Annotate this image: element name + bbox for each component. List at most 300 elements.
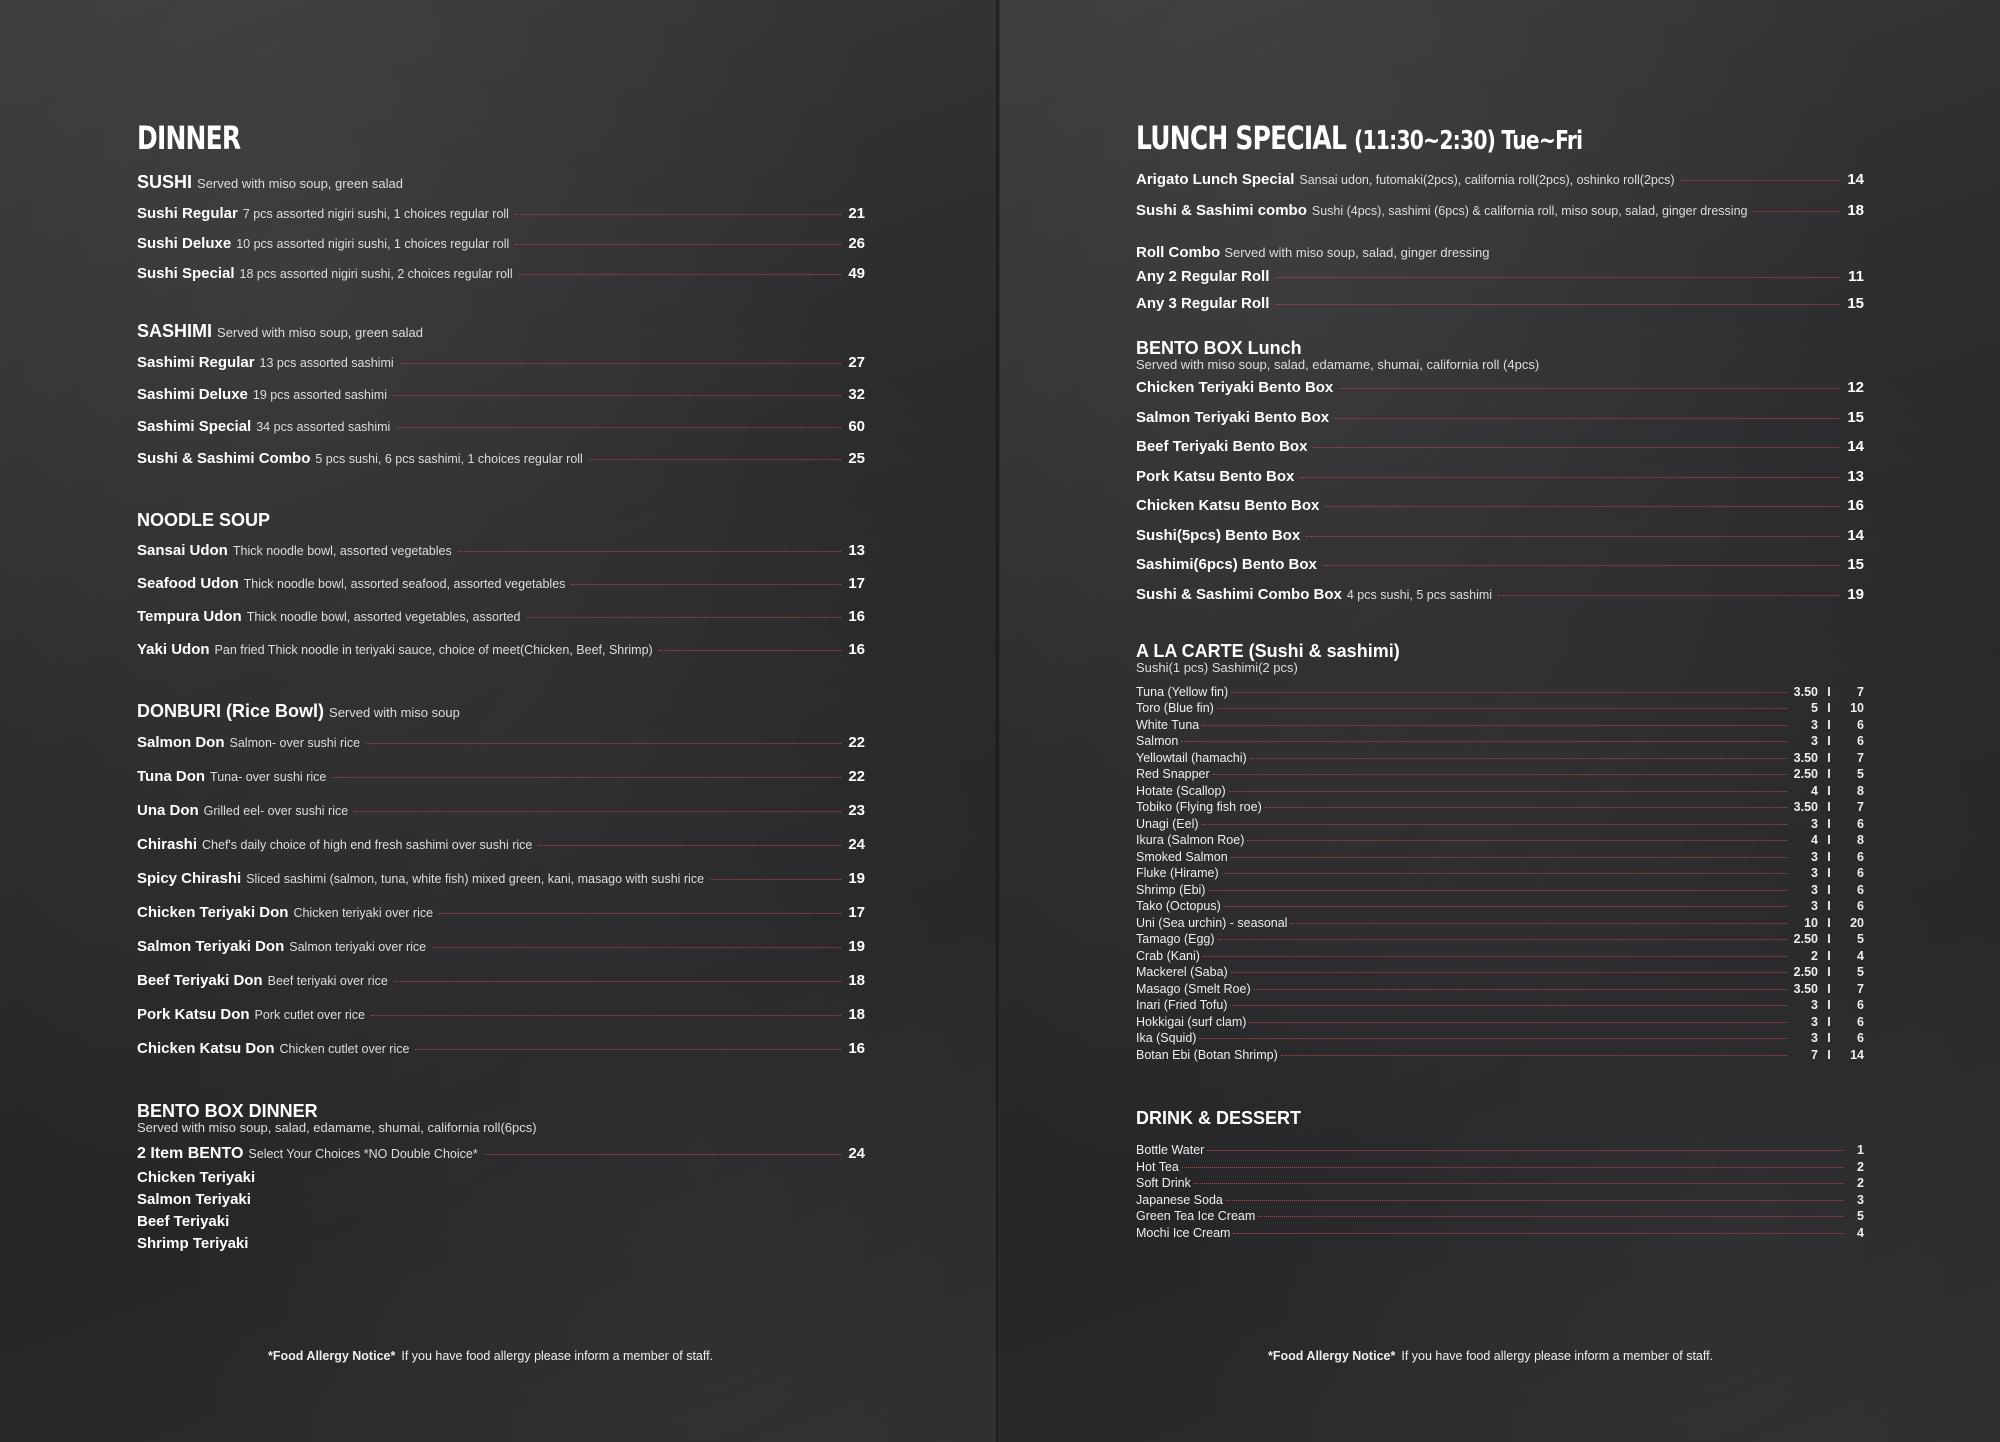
alacarte-sushi-price: 4 [1811, 833, 1818, 847]
menu-item-price: 23 [848, 802, 865, 819]
menu-item [1136, 295, 1864, 315]
bento-dinner-item [137, 1145, 865, 1165]
menu-item-desc: Select Your Choices *NO Double Choice* [248, 1147, 478, 1161]
alacarte-item [1136, 916, 1864, 933]
drink-item-price: 2 [1857, 1176, 1864, 1190]
leader-dots [1202, 824, 1787, 825]
bento-dinner-heading [137, 1102, 865, 1120]
menu-item-name: Sushi Special [137, 265, 235, 282]
price-separator: I [1827, 701, 1831, 715]
allergy-notice [268, 1349, 713, 1363]
menu-item-name: Seafood Udon [137, 575, 239, 592]
drink-item-name: Soft Drink [1136, 1176, 1191, 1190]
price-separator: I [1827, 717, 1831, 732]
menu-item-price: 27 [848, 354, 865, 371]
alacarte-item-name: Masago (Smelt Roe) [1136, 981, 1251, 996]
menu-item-name: Spicy Chirashi [137, 870, 242, 887]
menu-item [137, 450, 865, 470]
alacarte-item-name: Hokkigai (surf clam) [1136, 1014, 1247, 1029]
leader-dots [1265, 807, 1787, 808]
alacarte-sashimi-price: 8 [1857, 783, 1864, 798]
alacarte-item [1136, 998, 1864, 1015]
bento-choice: Beef Teriyaki [137, 1213, 230, 1230]
bento-dinner-heading-label: BENTO BOX DINNER [137, 1101, 318, 1121]
menu-item-price: 24 [848, 836, 865, 853]
menu-item-price: 18 [848, 1006, 865, 1023]
bento-choice: Salmon Teriyaki [137, 1191, 251, 1208]
alacarte-heading [1136, 642, 1864, 660]
alacarte-sashimi-price: 6 [1857, 1014, 1864, 1029]
menu-item-name: Chicken Katsu Bento Box [1136, 497, 1320, 514]
menu-item-name: Arigato Lunch Special [1136, 171, 1295, 188]
menu-item [137, 734, 865, 754]
alacarte-sushi-price: 10 [1804, 915, 1818, 930]
alacarte-item-name: Uni (Sea urchin) - seasonal [1136, 915, 1288, 930]
menu-item [1136, 468, 1864, 488]
leader-dots [366, 743, 841, 744]
leader-dots [1230, 1005, 1787, 1006]
menu-item-name: Sashimi Regular [137, 354, 255, 371]
menu-item [1136, 202, 1864, 222]
menu-item [1136, 527, 1864, 547]
alacarte-list [1136, 685, 1864, 1065]
alacarte-sashimi-price: 5 [1857, 932, 1864, 946]
menu-item-desc: Pan fried Thick noodle in teriyaki sauce, choice of meet(Chicken, Beef, Shrimp) [214, 643, 653, 657]
menu-item-desc: Sushi (4pcs), sashimi (6pcs) & california roll, miso soup, salad, ginger dressing [1311, 204, 1748, 218]
menu-item [137, 768, 865, 788]
alacarte-item [1136, 718, 1864, 735]
menu-item-price: 18 [848, 972, 865, 989]
menu-item [137, 904, 865, 924]
leader-dots [1208, 890, 1787, 891]
lunch-specials-list [1136, 171, 1864, 222]
menu-item-name: 2 Item BENTO [137, 1145, 244, 1162]
price-separator: I [1827, 899, 1831, 913]
leader-dots [659, 650, 841, 651]
drink-item-price: 5 [1857, 1209, 1864, 1223]
bento-choice: Chicken Teriyaki [137, 1169, 256, 1186]
drink-item-name: Bottle Water [1136, 1143, 1205, 1157]
alacarte-item [1136, 701, 1864, 718]
alacarte-item [1136, 1048, 1864, 1065]
alacarte-item [1136, 751, 1864, 768]
menu-item-price: 13 [1847, 467, 1864, 485]
alacarte-sashimi-price: 6 [1857, 717, 1864, 732]
leader-dots [1306, 536, 1840, 537]
alacarte-sashimi-price: 7 [1857, 981, 1864, 996]
leader-dots [1207, 1150, 1843, 1151]
alacarte-sashimi-price: 20 [1850, 915, 1864, 930]
menu-item-name: Chicken Katsu Don [137, 1040, 275, 1057]
alacarte-sushi-price: 3 [1811, 882, 1818, 897]
leader-dots [396, 427, 841, 428]
menu-item-name: Sushi Regular [137, 205, 238, 222]
leader-dots [1224, 906, 1787, 907]
menu-item-price: 16 [1847, 497, 1864, 514]
alacarte-item [1136, 1015, 1864, 1032]
leader-dots [1275, 304, 1840, 305]
alacarte-sushi-price: 3 [1811, 866, 1818, 880]
menu-item [1136, 438, 1864, 458]
dinner-column [137, 112, 865, 1257]
menu-item-price: 15 [1847, 408, 1864, 426]
menu-item-name: Pork Katsu Bento Box [1136, 467, 1295, 485]
menu-item-price: 26 [848, 235, 865, 252]
menu-item [137, 1006, 865, 1026]
alacarte-sushi-price: 3.50 [1793, 750, 1818, 765]
alacarte-item [1136, 784, 1864, 801]
price-separator: I [1827, 684, 1831, 699]
leader-dots [1247, 840, 1787, 841]
alacarte-sushi-price: 2.50 [1793, 932, 1818, 946]
menu-item-desc: 7 pcs assorted nigiri sushi, 1 choices regular roll [242, 207, 509, 221]
bento-choice-list [137, 1169, 865, 1257]
leader-dots [1231, 857, 1787, 858]
menu-item-desc: Grilled eel- over sushi rice [203, 804, 349, 818]
bento-lunch-list [1136, 379, 1864, 606]
menu-item-name: Any 3 Regular Roll [1136, 295, 1270, 312]
drinks-list [1136, 1143, 1864, 1242]
lunch-title-main: LUNCH SPECIAL [1136, 119, 1347, 157]
alacarte-sashimi-price: 14 [1850, 1047, 1864, 1062]
price-separator: I [1827, 932, 1831, 946]
roll-combo-heading [1136, 244, 1864, 261]
menu-item [137, 836, 865, 856]
menu-item-name: Pork Katsu Don [137, 1006, 250, 1023]
leader-dots [393, 395, 841, 396]
menu-item [1136, 556, 1864, 576]
alacarte-item-name: Ikura (Salmon Roe) [1136, 833, 1245, 847]
menu-item-price: 22 [848, 768, 865, 785]
menu-item-name: Chicken Teriyaki Bento Box [1136, 379, 1334, 396]
menu-item [137, 354, 865, 374]
leader-dots [1231, 972, 1787, 973]
menu-item-name: Tuna Don [137, 768, 206, 785]
menu-item-price: 32 [848, 386, 865, 403]
price-separator: I [1827, 816, 1831, 831]
leader-dots [332, 777, 841, 778]
alacarte-item-name: Mackerel (Saba) [1136, 965, 1228, 979]
leader-dots [1199, 1038, 1787, 1039]
sashimi-heading [137, 321, 865, 342]
menu-item-price: 19 [848, 938, 865, 955]
bento-lunch-heading [1136, 339, 1864, 357]
menu-item [137, 608, 865, 628]
leader-dots [1281, 1055, 1787, 1056]
alacarte-item-name: Fluke (Hirame) [1136, 866, 1219, 880]
menu-item [137, 418, 865, 438]
leader-dots [1325, 506, 1840, 507]
menu-item [1136, 379, 1864, 399]
menu-item [137, 802, 865, 822]
drink-item-name: Green Tea Ice Cream [1136, 1209, 1256, 1223]
bento-dinner-sub: Served with miso soup, salad, edamame, shumai, california roll(6pcs) [137, 1120, 537, 1135]
menu-item-name: Yaki Udon [137, 641, 210, 658]
alacarte-sushi-price: 3 [1811, 1031, 1818, 1045]
leader-dots [432, 947, 841, 948]
sushi-heading [137, 172, 865, 193]
leader-dots [1335, 418, 1840, 419]
alacarte-item [1136, 866, 1864, 883]
menu-item [137, 235, 865, 255]
alacarte-sashimi-price: 5 [1857, 767, 1864, 781]
alacarte-item-name: Ika (Squid) [1136, 1031, 1197, 1045]
menu-item [137, 386, 865, 406]
menu-item-name: Salmon Don [137, 734, 225, 751]
leader-dots [1203, 956, 1787, 957]
bento-choice: Shrimp Teriyaki [137, 1235, 249, 1252]
price-separator: I [1827, 915, 1831, 930]
bento-lunch-sub: Served with miso soup, salad, edamame, shumai, california roll (4pcs) [1136, 357, 1540, 372]
menu-item-name: Sushi(5pcs) Bento Box [1136, 526, 1301, 544]
alacarte-item [1136, 833, 1864, 850]
alacarte-sub: Sushi(1 pcs) Sashimi(2 pcs) [1136, 659, 1298, 675]
menu-item-name: Tempura Udon [137, 608, 242, 625]
roll-combo-heading-label: Roll Combo [1136, 244, 1221, 261]
alacarte-sushi-price: 3 [1811, 734, 1818, 748]
donburi-list [137, 734, 865, 1060]
menu-item-name: Sashimi Special [137, 418, 252, 435]
roll-combo-list [1136, 268, 1864, 315]
alacarte-item-name: White Tuna [1136, 717, 1200, 732]
drink-item-price: 3 [1857, 1192, 1864, 1207]
menu-item-price: 19 [1847, 585, 1864, 603]
menu-item-desc: Chicken cutlet over rice [279, 1042, 410, 1056]
drink-item [1136, 1160, 1864, 1177]
allergy-notice-label: *Food Allergy Notice* [1268, 1349, 1396, 1363]
price-separator: I [1827, 783, 1831, 798]
price-separator: I [1827, 948, 1831, 963]
menu-item-name: Sushi & Sashimi combo [1136, 202, 1307, 219]
drink-item-name: Japanese Soda [1136, 1192, 1223, 1207]
alacarte-sashimi-price: 6 [1857, 866, 1864, 880]
alacarte-sashimi-price: 5 [1857, 965, 1864, 979]
leader-dots [519, 274, 841, 275]
alacarte-sashimi-price: 7 [1857, 684, 1864, 699]
menu-item-desc: Sansai udon, futomaki(2pcs), california roll(2pcs), oshinko roll(2pcs) [1299, 173, 1675, 187]
lunch-column [1136, 112, 1864, 1242]
price-separator: I [1827, 882, 1831, 897]
alacarte-item-name: Tako (Octopus) [1136, 899, 1221, 913]
leader-dots [1313, 447, 1840, 448]
leader-dots [1217, 708, 1787, 709]
menu-item [137, 938, 865, 958]
leader-dots [1339, 388, 1840, 389]
alacarte-sushi-price: 3.50 [1793, 981, 1818, 996]
drink-item-price: 2 [1857, 1159, 1864, 1174]
menu-item-price: 17 [848, 575, 865, 592]
menu-item-name: Sushi Deluxe [137, 235, 232, 252]
noodle-list [137, 542, 865, 661]
donburi-heading-label: DONBURI (Rice Bowl) [137, 701, 325, 721]
menu-item-desc: Chef's daily choice of high end fresh sashimi over sushi rice [202, 838, 533, 852]
menu-item [137, 205, 865, 225]
drink-item [1136, 1143, 1864, 1160]
sashimi-heading-label: SASHIMI [137, 321, 213, 341]
price-separator: I [1827, 1047, 1831, 1062]
alacarte-sashimi-price: 7 [1857, 800, 1864, 814]
menu-item-name: Beef Teriyaki Don [137, 972, 263, 989]
alacarte-item-name: Smoked Salmon [1136, 849, 1228, 864]
menu-item-desc: 19 pcs assorted sashimi [252, 388, 387, 402]
menu-item-name: Beef Teriyaki Bento Box [1136, 438, 1308, 455]
sushi-list [137, 205, 865, 285]
drink-item-name: Mochi Ice Cream [1136, 1225, 1231, 1240]
alacarte-sushi-price: 3 [1811, 1014, 1818, 1029]
menu-item-name: Sashimi(6pcs) Bento Box [1136, 556, 1317, 573]
menu-item-price: 16 [848, 608, 865, 625]
leader-dots [415, 1049, 841, 1050]
menu-item [137, 1040, 865, 1060]
alacarte-sashimi-price: 4 [1857, 948, 1864, 963]
alacarte-item [1136, 685, 1864, 702]
leader-dots [1753, 211, 1840, 212]
menu-item-desc: Salmon teriyaki over rice [289, 940, 427, 954]
leader-dots [439, 913, 841, 914]
leader-dots [1218, 939, 1787, 940]
allergy-notice-text: If you have food allergy please inform a member of staff. [401, 1349, 714, 1363]
menu-item-price: 25 [848, 450, 865, 467]
alacarte-sushi-price: 3 [1811, 816, 1818, 831]
drink-item-price: 1 [1857, 1143, 1864, 1157]
menu-item-price: 60 [848, 418, 865, 435]
menu-item-price: 21 [848, 205, 865, 222]
leader-dots [1226, 1200, 1843, 1201]
menu-item-name: Una Don [137, 802, 199, 819]
alacarte-sushi-price: 4 [1811, 783, 1818, 798]
alacarte-item [1136, 899, 1864, 916]
alacarte-sushi-price: 3.50 [1793, 800, 1818, 814]
leader-dots [1231, 692, 1787, 693]
menu-item-price: 14 [1847, 438, 1864, 455]
price-separator: I [1827, 998, 1831, 1012]
allergy-notice-label: *Food Allergy Notice* [268, 1349, 396, 1363]
leader-dots [1182, 1167, 1843, 1168]
alacarte-sashimi-price: 6 [1857, 882, 1864, 897]
leader-dots [1194, 1183, 1843, 1184]
roll-combo-heading-note: Served with miso soup, salad, ginger dressing [1224, 245, 1490, 260]
leader-dots [1249, 1022, 1787, 1023]
menu-item-desc: Beef teriyaki over rice [267, 974, 388, 988]
alacarte-sushi-price: 3 [1811, 849, 1818, 864]
menu-item-desc: 4 pcs sushi, 5 pcs sashimi [1346, 587, 1493, 602]
menu-item [137, 542, 865, 562]
leader-dots [1323, 565, 1840, 566]
alacarte-item-name: Salmon [1136, 734, 1179, 748]
leader-dots [1202, 725, 1787, 726]
alacarte-sashimi-price: 6 [1857, 1031, 1864, 1045]
leader-dots [527, 617, 841, 618]
drink-item [1136, 1193, 1864, 1210]
menu-item-name: Chirashi [137, 836, 198, 853]
alacarte-sashimi-price: 6 [1857, 734, 1864, 748]
menu-item [137, 265, 865, 285]
leader-dots [1233, 1233, 1843, 1234]
leader-dots [484, 1154, 841, 1155]
leader-dots [1229, 791, 1787, 792]
menu-item-price: 15 [1847, 295, 1864, 312]
price-separator: I [1827, 981, 1831, 996]
bento-lunch-heading-label: BENTO BOX Lunch [1136, 338, 1302, 358]
menu-item-name: Chicken Teriyaki Don [137, 904, 289, 921]
menu-item-desc: 18 pcs assorted nigiri sushi, 2 choices regular roll [239, 267, 513, 281]
price-separator: I [1827, 734, 1831, 748]
sushi-heading-label: SUSHI [137, 172, 193, 192]
menu-item-desc: 13 pcs assorted sashimi [259, 356, 394, 370]
alacarte-item-name: Tobiko (Flying fish roe) [1136, 800, 1262, 814]
alacarte-item [1136, 949, 1864, 966]
leader-dots [1681, 180, 1840, 181]
price-separator: I [1827, 800, 1831, 814]
leader-dots [1290, 923, 1787, 924]
leader-dots [458, 551, 841, 552]
menu-item-desc: Thick noodle bowl, assorted seafood, assorted vegetables [243, 577, 566, 591]
drinks-heading-label: DRINK & DESSERT [1136, 1108, 1302, 1128]
alacarte-sashimi-price: 6 [1857, 849, 1864, 864]
menu-item-price: 16 [848, 1040, 865, 1057]
alacarte-item [1136, 817, 1864, 834]
menu-item [1136, 171, 1864, 191]
drink-item-price: 4 [1857, 1225, 1864, 1240]
allergy-notice-text: If you have food allergy please inform a member of staff. [1401, 1349, 1714, 1363]
price-separator: I [1827, 866, 1831, 880]
leader-dots [515, 244, 841, 245]
menu-item-desc: Chicken teriyaki over rice [293, 906, 434, 920]
menu-item-desc: Thick noodle bowl, assorted vegetables [232, 544, 452, 558]
alacarte-sashimi-price: 10 [1850, 701, 1864, 715]
noodle-heading [137, 510, 865, 531]
menu-item-name: Sushi & Sashimi Combo [137, 450, 311, 467]
leader-dots [589, 459, 841, 460]
alacarte-item-name: Toro (Blue fin) [1136, 701, 1214, 715]
drinks-heading [1136, 1108, 1864, 1129]
drink-item [1136, 1226, 1864, 1243]
alacarte-item-name: Red Snapper [1136, 767, 1210, 781]
leader-dots [1181, 741, 1787, 742]
noodle-heading-label: NOODLE SOUP [137, 510, 271, 530]
leader-dots [710, 879, 841, 880]
menu-item [1136, 409, 1864, 429]
alacarte-sashimi-price: 7 [1857, 750, 1864, 765]
price-separator: I [1827, 750, 1831, 765]
alacarte-sushi-price: 3.50 [1793, 684, 1818, 699]
alacarte-sashimi-price: 6 [1857, 998, 1864, 1012]
leader-dots [571, 584, 841, 585]
menu-item-price: 11 [1848, 268, 1864, 285]
alacarte-item-name: Crab (Kani) [1136, 948, 1200, 963]
menu-item-price: 14 [1847, 526, 1864, 544]
alacarte-sashimi-price: 6 [1857, 899, 1864, 913]
menu-item-desc: 5 pcs sushi, 6 pcs sashimi, 1 choices regular roll [315, 452, 583, 466]
alacarte-sushi-price: 3 [1811, 899, 1818, 913]
alacarte-item-name: Unagi (Eel) [1136, 816, 1199, 831]
menu-item-price: 12 [1847, 379, 1864, 396]
menu-item [1136, 586, 1864, 606]
menu-item-desc: Tuna- over sushi rice [210, 770, 327, 784]
leader-dots [1250, 758, 1787, 759]
leader-dots [354, 811, 841, 812]
menu-item-name: Any 2 Regular Roll [1136, 268, 1270, 285]
menu-item [137, 870, 865, 890]
alacarte-sushi-price: 5 [1811, 701, 1818, 715]
leader-dots [1498, 595, 1840, 596]
donburi-heading [137, 701, 865, 722]
menu-item-desc: Pork cutlet over rice [254, 1008, 365, 1022]
price-separator: I [1827, 965, 1831, 979]
menu-item-price: 14 [1847, 171, 1864, 188]
leader-dots [515, 214, 841, 215]
alacarte-item [1136, 800, 1864, 817]
